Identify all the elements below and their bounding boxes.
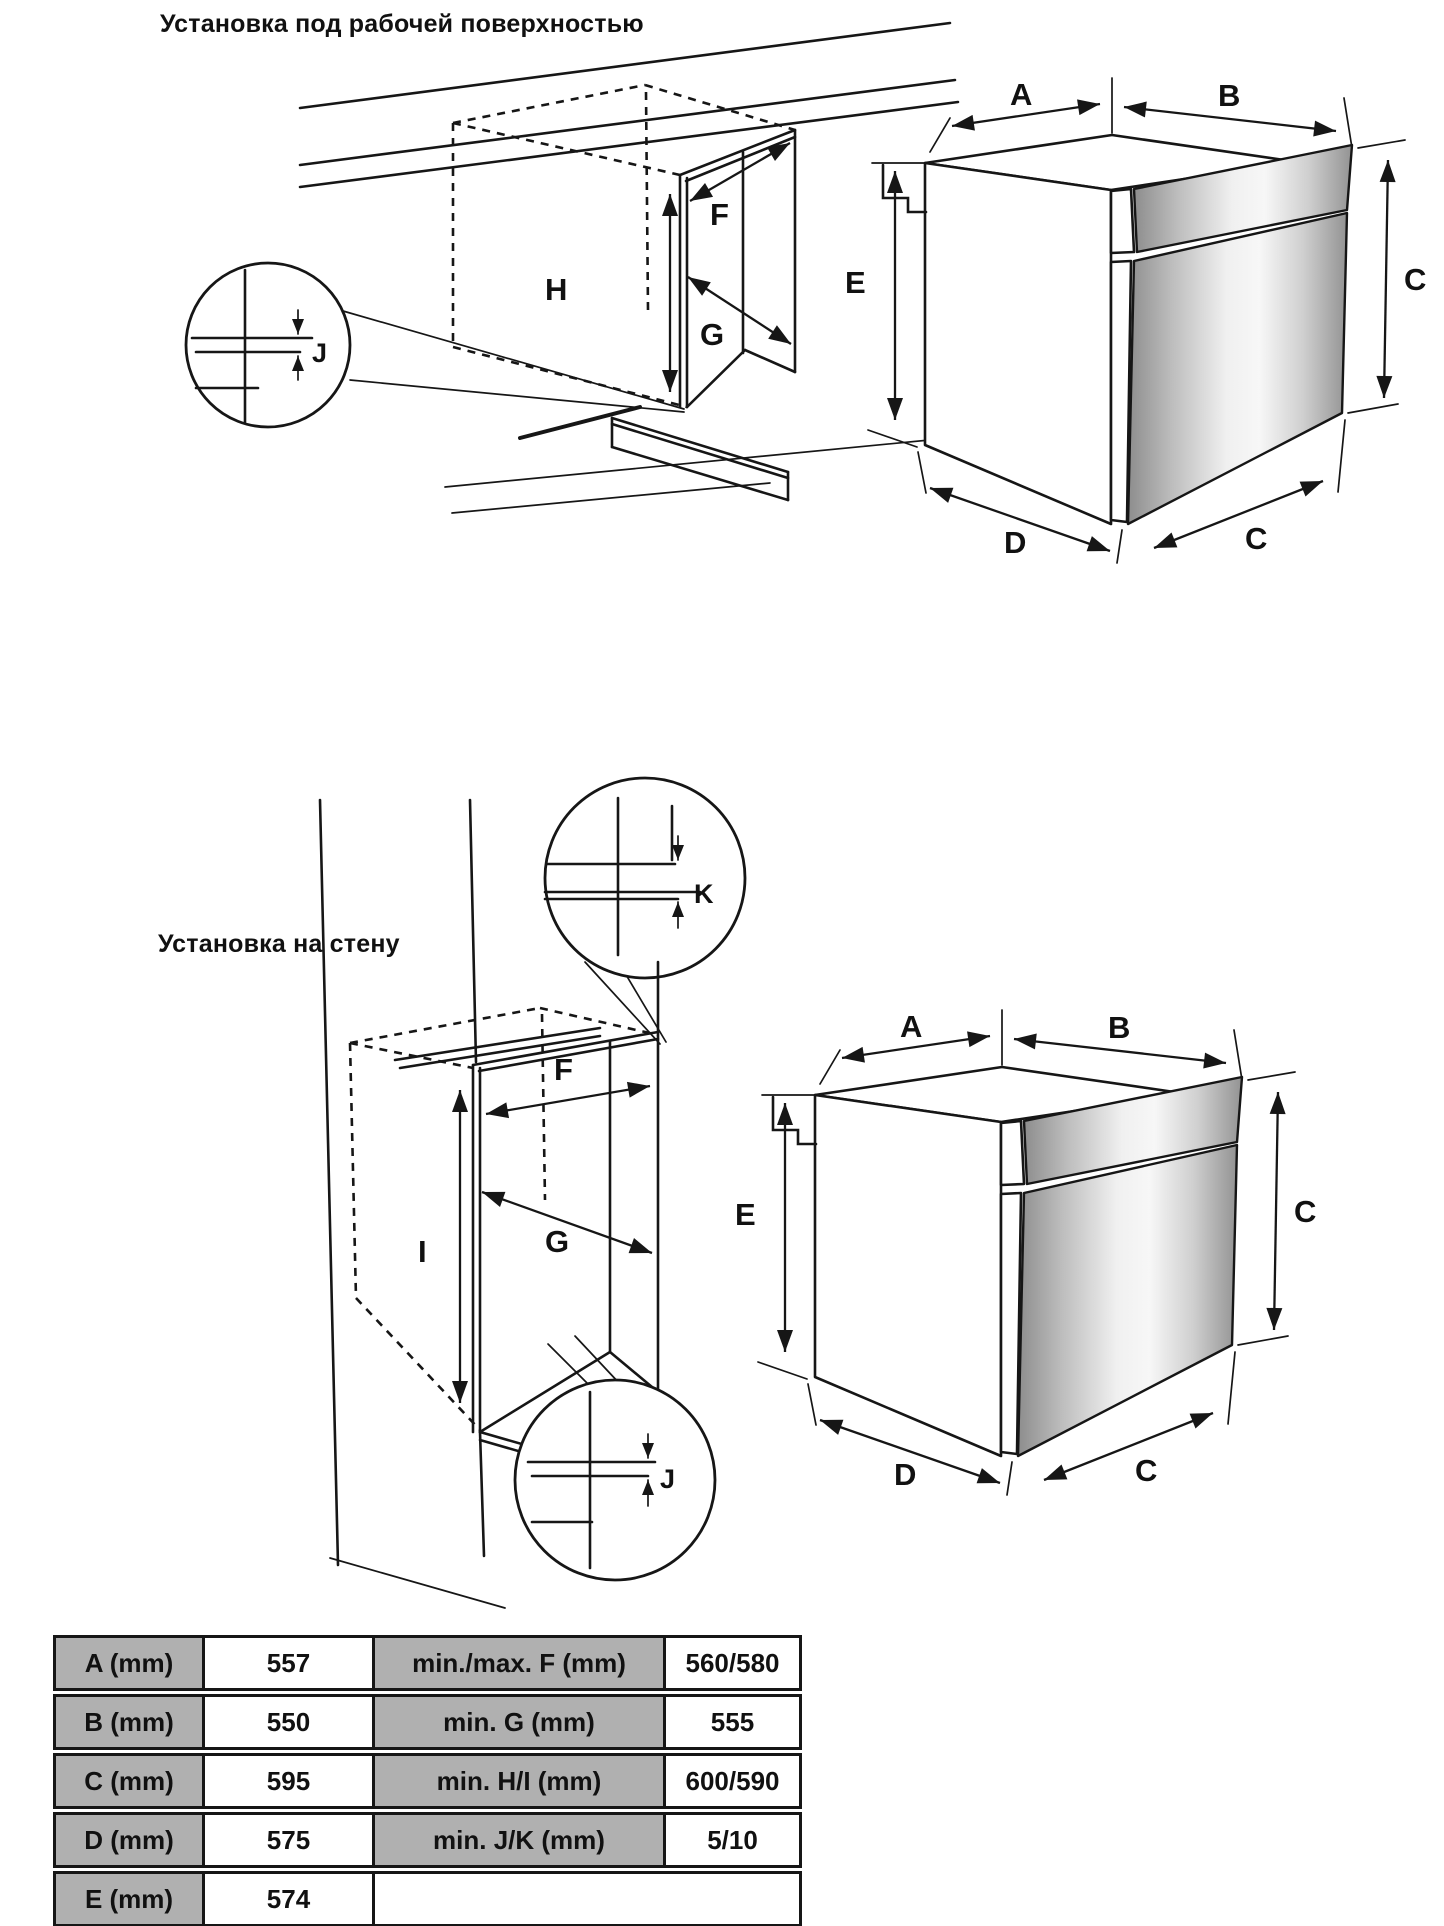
oven-drawing-wall-mount [735, 1009, 1316, 1495]
dimension-label-C-bottom: C [1245, 521, 1268, 556]
empty-cell [372, 1871, 802, 1926]
cutout-niche [680, 130, 795, 407]
dashed-cabinet-outline [350, 1008, 658, 1430]
oven-door [1018, 1145, 1237, 1456]
dim-value-D: 575 [202, 1812, 372, 1868]
dim-value-F: 560/580 [663, 1635, 802, 1691]
oven-door [1128, 213, 1347, 524]
dimension-arrow-F [486, 1086, 650, 1114]
oven-side-face [815, 1095, 1001, 1456]
dimension-label-G: G [700, 317, 725, 352]
wall-line [330, 1558, 505, 1608]
dim-value-JK: 5/10 [663, 1812, 802, 1868]
dim-value-HI: 600/590 [663, 1753, 802, 1809]
detail-circle-K [545, 778, 745, 1044]
dimension-label-C-bottom: C [1135, 1453, 1158, 1488]
control-panel-edge [1111, 189, 1134, 253]
dim-value-C: 595 [202, 1753, 372, 1809]
worktop-step-notch [883, 165, 926, 212]
dimension-label-C: C [1404, 262, 1427, 297]
dim-label-HI: min. H/I (mm) [372, 1753, 663, 1809]
floor-line [452, 483, 770, 513]
worktop-edge-line [300, 80, 955, 165]
dim-label-E: E (mm) [53, 1871, 202, 1926]
dimension-arrow-C [1384, 160, 1388, 398]
dimension-arrow-C [1274, 1092, 1278, 1330]
dimension-label-F: F [554, 1052, 573, 1087]
dim-label-D: D (mm) [53, 1812, 202, 1868]
detail-circle-J [515, 1336, 715, 1580]
worktop-edge-line [300, 102, 958, 187]
wall-line [320, 800, 338, 1565]
dimension-label-H: H [545, 272, 568, 307]
oven-drawing-under-worktop [845, 77, 1426, 563]
table-row [53, 1694, 802, 1750]
dimension-label-A: A [900, 1009, 923, 1044]
dim-value-G: 555 [663, 1694, 802, 1750]
dimension-label-G: G [545, 1224, 570, 1259]
table-row [53, 1635, 802, 1691]
dimension-label-I: I [418, 1234, 427, 1269]
dim-label-JK: min. J/K (mm) [372, 1812, 663, 1868]
control-panel-edge [1001, 1121, 1024, 1185]
section-title-wall-mount: Установка на стену [158, 930, 400, 958]
dim-label-G: min. G (mm) [372, 1694, 663, 1750]
dimension-label-C: C [1294, 1194, 1317, 1229]
dimension-label-B: B [1218, 78, 1241, 113]
dimensions-table [53, 1632, 802, 1926]
detail-circle-J [186, 263, 684, 427]
dim-value-A: 557 [202, 1635, 372, 1691]
dimension-label-D: D [1004, 525, 1027, 560]
cabinet-cutout-drawing-under-worktop [186, 23, 958, 513]
table-row [53, 1871, 802, 1926]
dimension-label-J: J [660, 1464, 676, 1494]
dim-label-B: B (mm) [53, 1694, 202, 1750]
dimension-label-B: B [1108, 1010, 1131, 1045]
wall-line [470, 800, 476, 1062]
dimension-label-F: F [710, 197, 729, 232]
dim-value-E: 574 [202, 1871, 372, 1926]
table-row [53, 1753, 802, 1809]
dimension-label-E: E [735, 1197, 756, 1232]
dim-label-A: A (mm) [53, 1635, 202, 1691]
dim-value-B: 550 [202, 1694, 372, 1750]
section-title-under-worktop: Установка под рабочей поверхностью [160, 10, 644, 38]
dimension-label-K: K [694, 879, 714, 909]
dimension-label-A: A [1010, 77, 1033, 112]
dimension-label-D: D [894, 1457, 917, 1492]
dimension-label-J: J [312, 338, 328, 368]
oven-side-face [925, 163, 1111, 524]
wall-step-notch [773, 1097, 816, 1144]
dimension-label-E: E [845, 265, 866, 300]
cabinet-cutout-drawing-wall-mount [320, 778, 745, 1608]
dim-label-F: min./max. F (mm) [372, 1635, 663, 1691]
dim-label-C: C (mm) [53, 1753, 202, 1809]
table-row [53, 1812, 802, 1868]
plinth [520, 407, 788, 500]
worktop-edge-line [300, 23, 950, 108]
